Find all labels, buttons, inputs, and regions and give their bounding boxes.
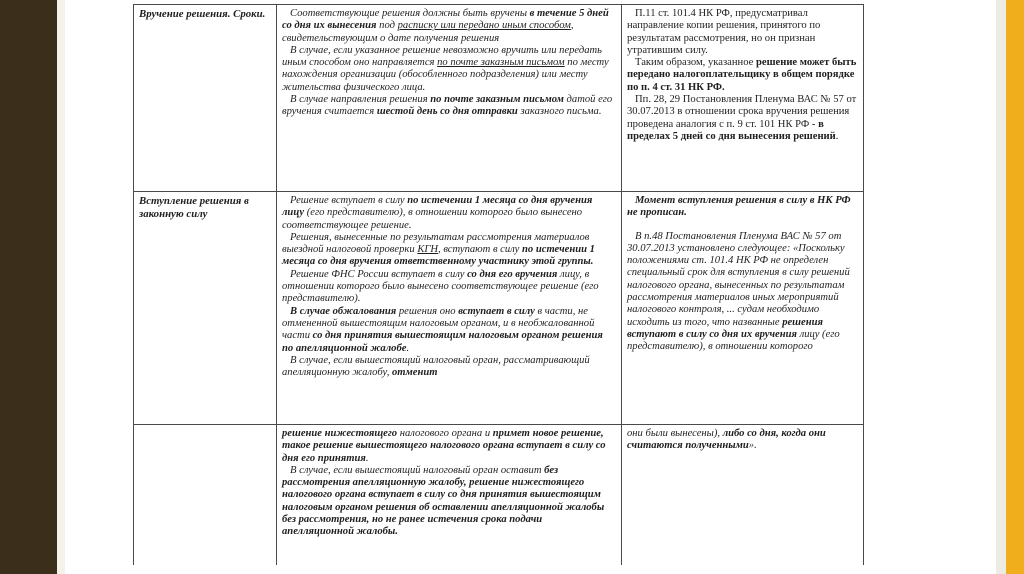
decision-table: [133, 4, 864, 565]
row-label: Вручение решения. Сроки.: [139, 8, 266, 20]
table-row: [134, 425, 864, 565]
paragraph: решение нижестоящего налогового органа и примет новое решение, такое решение вышестоящего налогового органа вступает в силу со дня его принятия.: [282, 428, 606, 464]
right-cell: [622, 425, 864, 565]
right-accent-bar: [1006, 0, 1024, 574]
paragraph: В п.48 Постановления Пленума ВАС № 57 от 30.07.2013 установлено следующее: «Поскольку положениями ст. 101.4 НК РФ не определен специальный срок для вступления в силу решений налогового органа, вынесенных по результатам рассмотрения материалов иных мероприятий налогового контроля, ... судам необходимо исходить из того, что названные решения вступают в силу со дня их вручения лицу (его представителю), в отношении которого: [627, 230, 850, 353]
right-light-strip: [996, 0, 1006, 574]
document-table-scan: [133, 4, 863, 574]
right-cell: [622, 192, 864, 425]
table-row: [134, 5, 864, 192]
left-light-strip: [57, 0, 65, 574]
middle-cell: [277, 425, 622, 565]
row-label-cell: [134, 192, 277, 425]
table-row: [134, 192, 864, 425]
paragraph: Решения, вынесенные по результатам рассмотрения материалов выездной налоговой проверки КГН, вступают в силу по истечении 1 месяца со дня вручения ответственному участнику этой группы.: [282, 231, 595, 268]
paragraph: В случае, если вышестоящий налоговый орган оставит без рассмотрения апелляционную жалобу, решение нижестоящего налогового органа вступает в силу со дня принятия вышестоящим налоговым органом решения об оставлении апелляционной жалобы без рассмотрения, но не ранее истечения срока подачи апелляционной жалобы.: [282, 464, 605, 538]
paragraph: они были вынесены), либо со дня, когда они считаются полученными».: [627, 428, 826, 452]
paragraph: Соответствующие решения должны быть вручены в течение 5 дней со дня их вынесения под расписку или передано иным способом, свидетельствующим о дате получения решения: [282, 8, 609, 44]
middle-cell: [277, 192, 622, 425]
row-label-cell: [134, 5, 277, 192]
left-decorative-bar: [0, 0, 57, 574]
paragraph: Решение ФНС России вступает в силу со дня его вручения лицу, в отношении которого было вынесено соответствующее решение (его представителю).: [282, 268, 599, 305]
middle-cell: [277, 5, 622, 192]
paragraph: В случае, если вышестоящий налоговый орган, рассматривающий апелляционную жалобу, отменит: [282, 354, 590, 379]
right-cell: [622, 5, 864, 192]
paragraph: В случае, если указанное решение невозможно вручить или передать иным способом оно направляется по почте заказным письмом по месту нахождения организации (обособленного подразделения) или месту жительства физического лица.: [282, 44, 609, 93]
row-label: Вступление решения в законную силу: [139, 195, 249, 220]
paragraph: Решение вступает в силу по истечении 1 месяца со дня вручения лицу (его представителю), в отношении которого было вынесено соответствующее решение.: [282, 195, 593, 231]
paragraph: В случае направления решения по почте заказным письмом датой его вручения считается шестой день со дня отправки заказного письма.: [282, 94, 613, 118]
paragraph: Таким образом, указанное решение может быть передано налогоплательщику в общем порядке по п. 4 ст. 31 НК РФ.: [627, 57, 857, 93]
paragraph: Пп. 28, 29 Постановления Пленума ВАС № 57 от 30.07.2013 в отношении срока вручения решения проведена аналогия с п. 9 ст. 101 НК РФ - в пределах 5 дней со дня вынесения решений.: [627, 94, 857, 142]
paragraph: В случае обжалования решения оно вступает в силу в части, не отмененной вышестоящим налоговым органом, и в необжалованной части со дня принятия вышестоящим налоговым органом решения по апелляционной жалобе.: [282, 305, 603, 354]
paragraph: Момент вступления решения в силу в НК РФ не прописан.: [627, 195, 851, 219]
paragraph: П.11 ст. 101.4 НК РФ, предусматривал направление копии решения, принятого по результатам рассмотрения, но он признан утратившим силу.: [627, 8, 821, 56]
row-label-cell: [134, 425, 277, 565]
